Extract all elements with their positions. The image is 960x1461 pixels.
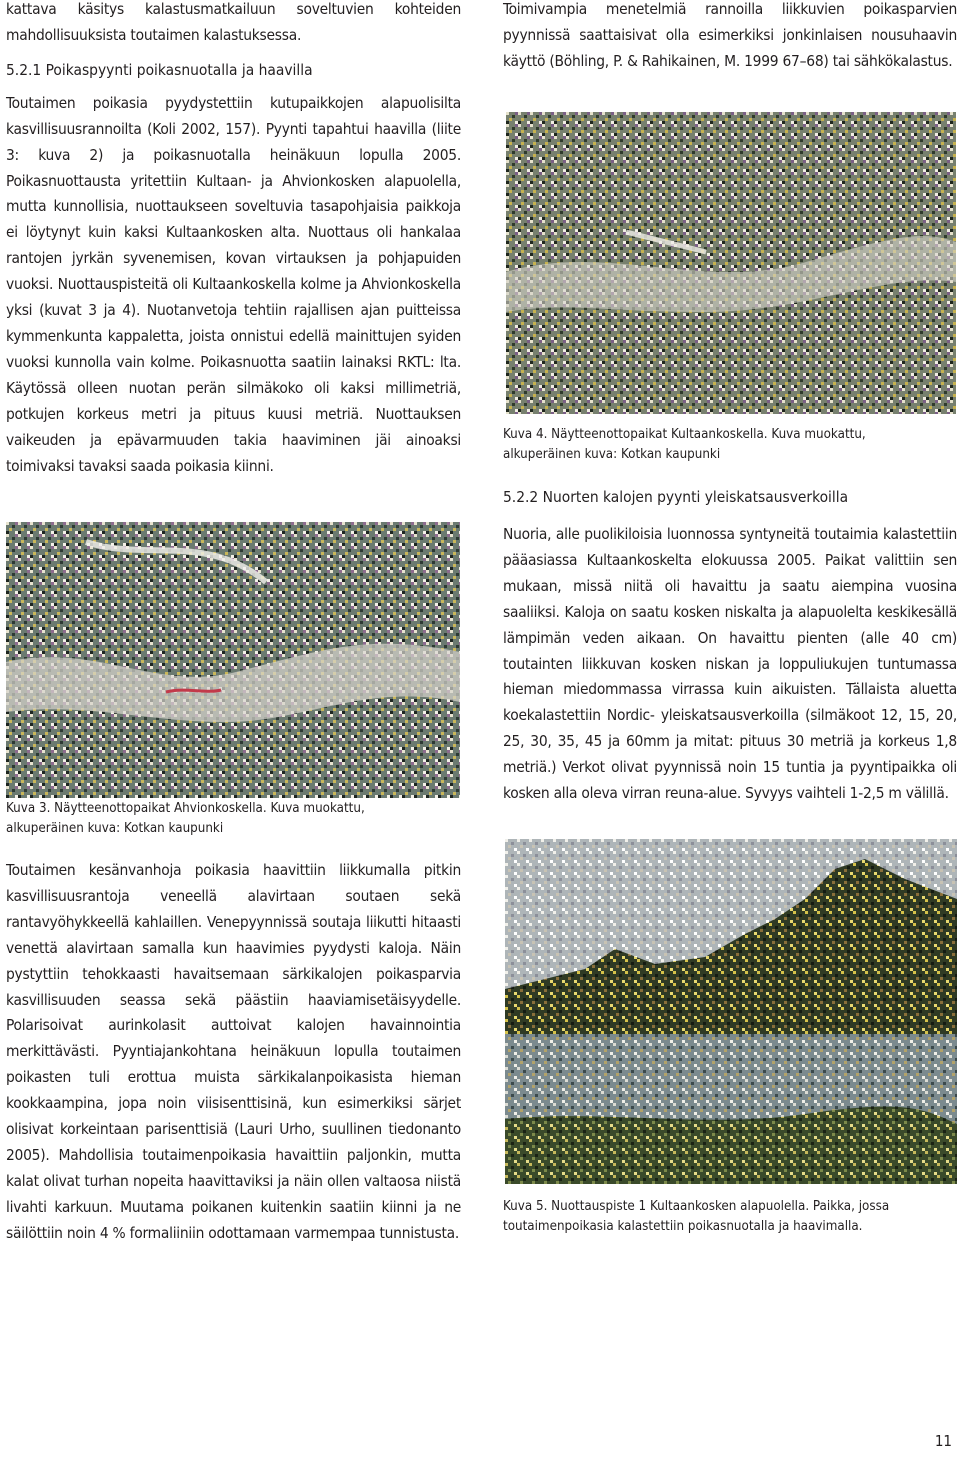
page-number: 11 [934, 1432, 952, 1450]
figure-3-caption-line-2: alkuperäinen kuva: Kotkan kaupunki [6, 820, 224, 836]
figure-5-caption-line-2: toutaimenpoikasia kalastettiin poikasnuotalla ja haavimalla. [503, 1218, 863, 1234]
aerial-photo-figure-4 [506, 112, 956, 414]
figure-4-caption-line-1: Kuva 4. Näytteenottopaikat Kultaankoskella. Kuva muokattu, [503, 427, 866, 442]
figure-3-caption-line-1: Kuva 3. Näytteenottopaikat Ahvionkoskella. Kuva muokattu, [6, 801, 365, 816]
paragraph-haavinta: Toutaimen kesänvanhoja poikasia haavittiin liikkumalla pitkin kasvillisuusrantoja veneellä alavirtaan soutaen sekä rantavyöhykkeellä kahlaillen. Venepyynnissä soutaja liikutti hitaasti venettä alavirtaan samalla kun haavimies pyydysti kaloja. Näin pystyttiin tehokkaasti havaitsemaan särkikalojen poikasparvia kasvillisuuden seassa sekä päästiin haaviamisetäisyydelle. Polarisoivat aurinkolasit auttoivat kalojen havainnointia merkittävästi. Pyyntiajankohtana heinäkuun lopulla toutaimen poikasten tuli erottua muista särkikalanpoikasista hieman kookkaampina, jopa noin viisisenttisinä, kun esimerkiksi särjet olisivat korkeintaan parisenttisiä (Lauri Urho, suullinen tiedonanto 2005). Mahdollisia toutaimenpoikasia havaittiin paljonkin, mutta kalat olivat turhan nopeita haavittaviksi ja näin ollen valtaosa niistä livahti karkuun. Muutama poikanen kuitenkin saatiin kiinni ja ne säilöttiin noin 4 % formaliiniin odottamaan varmempaa tunnistusta. [6, 861, 461, 1242]
right-column-middle [503, 486, 957, 807]
left-column [6, 0, 461, 479]
photo-nuottauspiste-1 [505, 839, 957, 1184]
figure-4-caption-block [503, 425, 957, 464]
figure-4-caption-line-2: alkuperäinen kuva: Kotkan kaupunki [503, 446, 721, 462]
paragraph-toimivampia: Toimivampia menetelmiä rannoilla liikkuvien poikasparvien pyynnissä saattaisivat olla esimerkiksi jonkinlaisen nousuhaavin käyttö (Böhling, P. & Rahikainen, M. 1999 67–68) tai sähkökalastus. [503, 0, 957, 70]
aerial-photo-figure-3 [6, 522, 460, 798]
photo-kultaankoski-map [506, 112, 956, 414]
figure-5-caption-block [503, 1197, 957, 1236]
intro-paragraph: kattava käsitys kalastusmatkailuun soveltuvien kohteiden mahdollisuuksista toutaimen kalastuksessa. [6, 0, 461, 44]
section-heading-5-2-1: 5.2.1 Poikaspyynti poikasnuotalla ja haavilla [6, 60, 313, 79]
landscape-photo-figure-5 [505, 839, 957, 1184]
left-column-lower [6, 858, 461, 1247]
section-heading-5-2-2: 5.2.2 Nuorten kalojen pyynti yleiskatsausverkoilla [503, 488, 849, 506]
figure-5-caption-line-1: Kuva 5. Nuottauspiste 1 Kultaankosken alapuolella. Paikka, jossa [503, 1199, 890, 1214]
paragraph-nuorten-kalojen-pyynti: Nuoria, alle puolikiloisia luonnossa syntyneitä toutaimia kalastettiin pääasiassa Kultaankoskelta elokuussa 2005. Paikat valittiin sen mukaan, missä niitä oli havaittu ja saatu aiempina vuosina saaliiksi. Kaloja on saatu kosken niskalta ja alapuolelta keskikesällä lämpimän veden aikaan. On havaittu pienten (alle 40 cm) toutainten liikkuvan kosken niskan ja loppuliukujen tuntumassa hieman miedommassa virrassa kuin aikuisten. Tällaista aluetta koekalastettiin Nordic- yleiskatsausverkoilla (silmäkoot 12, 15, 20, 25, 30, 35, 45 ja 60mm ja mitat: pituus 30 metriä ja korkeus 1,8 metriä.) Verkot olivat pyynnissä noin 15 tuntia ja pyyntipaikka oli kosken alla oleva virran reuna-alue. Syvyys vaihteli 1-2,5 m välillä. [503, 525, 957, 803]
paragraph-poikaspyynti: Toutaimen poikasia pyydystettiin kutupaikkojen alapuolisilta kasvillisuusrannoilta (Koli 2002, 157). Pyynti tapahtui haavilla (liite 3: kuva 2) ja poikasnuotalla heinäkuun lopulla 2005. Poikasnuottausta yritettiin Kultaan- ja Ahvionkosken alapuolella, mutta kunnollisia, nuottaukseen soveltuvia tasapohjaisia paikkoja ei löytynyt kuin kaksi Kultaankosken alta. Nuottaus oli hankalaa rantojen jyrkän syvenemisen, kovan virtauksen ja pohjapuiden vuoksi. Nuottauspisteitä oli Kultaankoskella kolme ja Ahvionkoskella yksi (kuvat 3 ja 4). Nuotanvetoja tehtiin rajallisen ajan puitteissa kymmenkunta kappaletta, joista onnistui edellä mainittujen syiden vuoksi kunnolla vain kolme. Poikasnuotta saatiin lainaksi RKTL: lta. Käytössä olleen nuotan perän silmäkoko oli kaksi millimetriä, potkujen korkeus metri ja pituus kuusi metriä. Nuottauksen vaikeuden ja epävarmuuden takia haaviminen jäi ainoaksi toimivaksi tavaksi saada poikasia kiinni. [6, 93, 461, 475]
figure-3-caption-block [6, 799, 461, 838]
photo-ahvionkoski-map [6, 522, 460, 798]
right-column [503, 0, 957, 75]
